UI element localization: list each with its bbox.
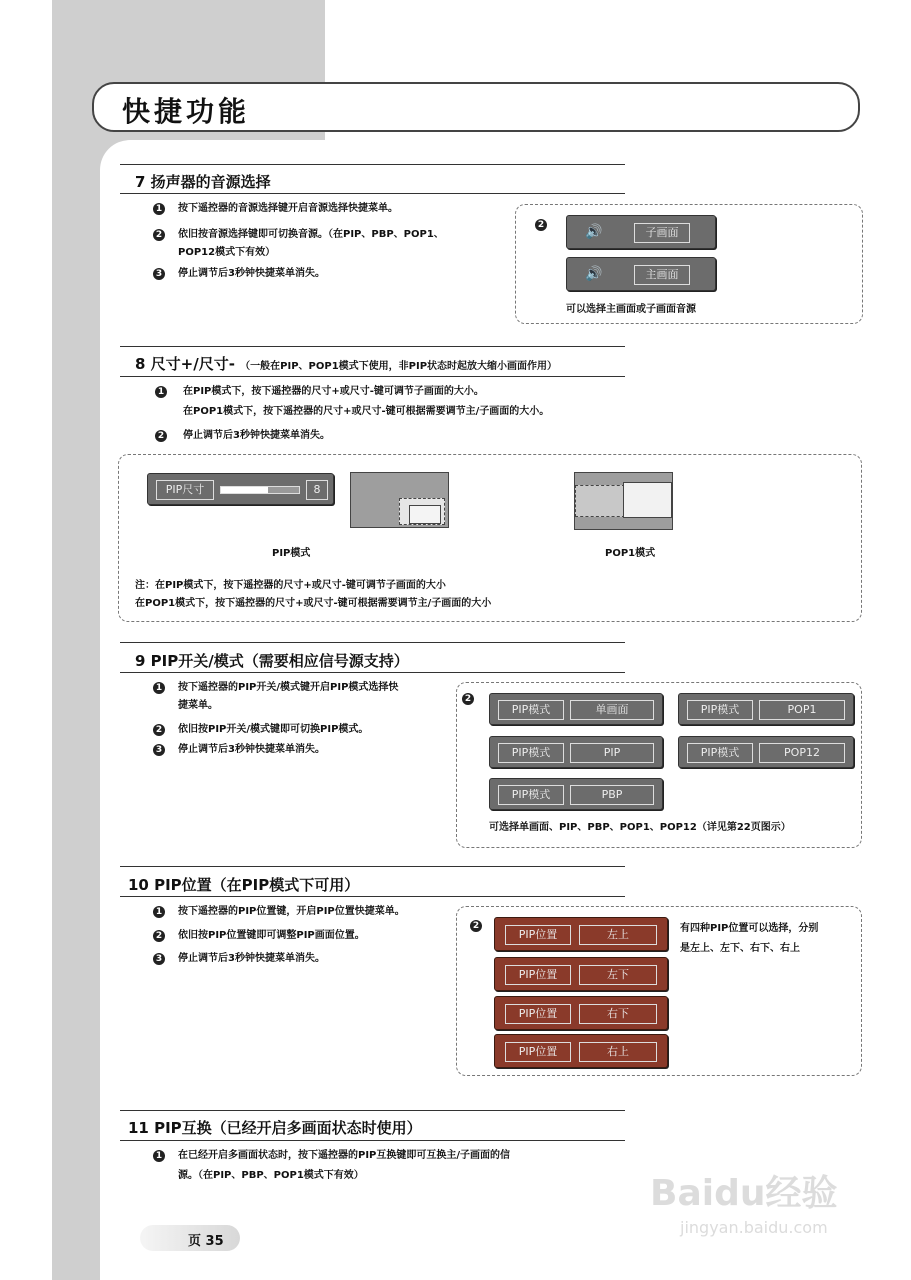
section-rule bbox=[120, 346, 625, 347]
osd-mode-value: POP1 bbox=[759, 700, 845, 720]
step-number: 2 bbox=[153, 229, 165, 241]
step-number: 2 bbox=[155, 430, 167, 442]
pop1-caption: POP1模式 bbox=[605, 548, 656, 559]
section-10-title: 10 PIP位置（在PIP模式下可用） bbox=[128, 876, 360, 894]
osd-label: PIP模式 bbox=[498, 700, 564, 720]
speaker-icon: 🔊 bbox=[585, 224, 603, 240]
page-number: 页 35 bbox=[188, 1234, 224, 1249]
section-9-title: 9 PIP开关/模式（需要相应信号源支持） bbox=[135, 652, 409, 670]
osd-pos-top-right bbox=[494, 1034, 668, 1068]
section-rule bbox=[120, 1140, 625, 1141]
step-text: 按下遥控器的PIP位置键，开启PIP位置快捷菜单。 bbox=[178, 906, 405, 917]
section-rule bbox=[120, 642, 625, 643]
osd-pip-size bbox=[147, 473, 334, 505]
osd-label: PIP模式 bbox=[687, 700, 753, 720]
osd-main-audio bbox=[566, 257, 716, 291]
osd-mode-pip bbox=[489, 736, 663, 768]
position-description: 有四种PIP位置可以选择，分别 bbox=[680, 923, 819, 934]
osd-pos-top-left bbox=[494, 917, 668, 951]
step-text: 在已经开启多画面状态时，按下遥控器的PIP互换键即可互换主/子画面的信 bbox=[178, 1150, 511, 1161]
osd-label: PIP模式 bbox=[687, 743, 753, 763]
step-number: 1 bbox=[153, 906, 165, 918]
osd-value: 8 bbox=[306, 480, 328, 500]
osd-label: PIP位置 bbox=[505, 1042, 571, 1062]
step-number: 2 bbox=[153, 930, 165, 942]
speaker-icon: 🔊 bbox=[585, 266, 603, 282]
osd-caption: 可选择单画面、PIP、PBP、POP1、POP12（详见第22页图示） bbox=[489, 822, 791, 833]
osd-label: PIP位置 bbox=[505, 1004, 571, 1024]
section-8-heading: 8 尺寸+/尺寸- bbox=[135, 355, 235, 373]
osd-pos-bottom-left bbox=[494, 957, 668, 991]
step-number: 2 bbox=[470, 920, 482, 932]
osd-label: PIP位置 bbox=[505, 965, 571, 985]
pip-subwindow-inner bbox=[409, 505, 441, 524]
osd-pos-bottom-right bbox=[494, 996, 668, 1030]
osd-mode-pop12 bbox=[678, 736, 854, 768]
osd-position-value: 左上 bbox=[579, 925, 657, 945]
step-number: 2 bbox=[153, 724, 165, 736]
osd-label: PIP模式 bbox=[498, 743, 564, 763]
osd-mode-pop1 bbox=[678, 693, 854, 725]
section-7-title: 7 扬声器的音源选择 bbox=[135, 173, 271, 191]
position-description: 是左上、左下、右下、右上 bbox=[680, 943, 800, 954]
step-text: 停止调节后3秒钟快捷菜单消失。 bbox=[178, 268, 325, 279]
step-number: 1 bbox=[153, 203, 165, 215]
osd-position-value: 左下 bbox=[579, 965, 657, 985]
step-number: 2 bbox=[535, 219, 547, 231]
section-rule bbox=[120, 866, 625, 867]
step-number: 1 bbox=[153, 1150, 165, 1162]
step-text: 按下遥控器的音源选择键开启音源选择快捷菜单。 bbox=[178, 203, 398, 214]
watermark-url: jingyan.baidu.com bbox=[680, 1218, 828, 1237]
section-rule bbox=[120, 1110, 625, 1111]
step-number: 2 bbox=[462, 693, 474, 705]
step-text: 依旧按音源选择键即可切换音源。（在PIP、PBP、POP1、 bbox=[178, 229, 444, 240]
osd-caption: 可以选择主画面或子画面音源 bbox=[566, 304, 696, 315]
step-text: 停止调节后3秒钟快捷菜单消失。 bbox=[178, 953, 325, 964]
osd-position-value: 右上 bbox=[579, 1042, 657, 1062]
size-level-track bbox=[220, 486, 300, 494]
osd-mode-value: PIP bbox=[570, 743, 654, 763]
pop1-illustration bbox=[574, 472, 673, 530]
step-text: 在PIP模式下，按下遥控器的尺寸+或尺寸-键可调节子画面的大小。 bbox=[183, 386, 484, 397]
page-title: 快捷功能 bbox=[122, 95, 251, 128]
step-text: 依旧按PIP位置键即可调整PIP画面位置。 bbox=[178, 930, 365, 941]
step-number: 1 bbox=[153, 682, 165, 694]
osd-mode-value: PBP bbox=[570, 785, 654, 805]
size-level-fill bbox=[221, 487, 268, 493]
step-number: 3 bbox=[153, 744, 165, 756]
step-text: 停止调节后3秒钟快捷菜单消失。 bbox=[183, 430, 330, 441]
step-text: 停止调节后3秒钟快捷菜单消失。 bbox=[178, 744, 325, 755]
pop1-sub bbox=[623, 482, 672, 518]
section-11-title: 11 PIP互换（已经开启多画面状态时使用） bbox=[128, 1119, 422, 1137]
pip-illustration bbox=[350, 472, 449, 528]
step-text: 依旧按PIP开关/模式键即可切换PIP模式。 bbox=[178, 724, 369, 735]
section-rule bbox=[120, 896, 625, 897]
osd-option: 主画面 bbox=[634, 265, 690, 285]
watermark-brand: Baidu经验 bbox=[650, 1173, 838, 1214]
osd-label: PIP模式 bbox=[498, 785, 564, 805]
step-number: 3 bbox=[153, 268, 165, 280]
section-rule bbox=[120, 193, 625, 194]
osd-option: 子画面 bbox=[634, 223, 690, 243]
osd-label: PIP位置 bbox=[505, 925, 571, 945]
section-rule bbox=[120, 376, 625, 377]
osd-position-value: 右下 bbox=[579, 1004, 657, 1024]
section-8-subtitle: （一般在PIP、POP1模式下使用，非PIP状态时起放大缩小画面作用） bbox=[240, 361, 558, 372]
pip-caption: PIP模式 bbox=[272, 548, 311, 559]
step-text-cont: POP12模式下有效） bbox=[178, 247, 276, 258]
section-rule bbox=[120, 164, 625, 165]
step-text-cont: 在POP1模式下，按下遥控器的尺寸+或尺寸-键可根据需要调节主/子画面的大小。 bbox=[183, 406, 550, 417]
osd-mode-value: 单画面 bbox=[570, 700, 654, 720]
step-text-cont: 源。（在PIP、PBP、POP1模式下有效） bbox=[178, 1170, 364, 1181]
osd-mode-value: POP12 bbox=[759, 743, 845, 763]
note-line: 注：在PIP模式下，按下遥控器的尺寸+或尺寸-键可调节子画面的大小 bbox=[135, 580, 446, 591]
osd-label: PIP尺寸 bbox=[156, 480, 214, 500]
step-text-cont: 捷菜单。 bbox=[178, 700, 218, 711]
section-8-title bbox=[135, 353, 557, 374]
step-number: 1 bbox=[155, 386, 167, 398]
step-number: 3 bbox=[153, 953, 165, 965]
osd-sub-audio bbox=[566, 215, 716, 249]
osd-mode-pbp bbox=[489, 778, 663, 810]
pop1-main bbox=[575, 485, 625, 517]
note-line: 在POP1模式下，按下遥控器的尺寸+或尺寸-键可根据需要调节主/子画面的大小 bbox=[135, 598, 492, 609]
step-text: 按下遥控器的PIP开关/模式键开启PIP模式选择快 bbox=[178, 682, 399, 693]
section-rule bbox=[120, 672, 625, 673]
osd-mode-single bbox=[489, 693, 663, 725]
